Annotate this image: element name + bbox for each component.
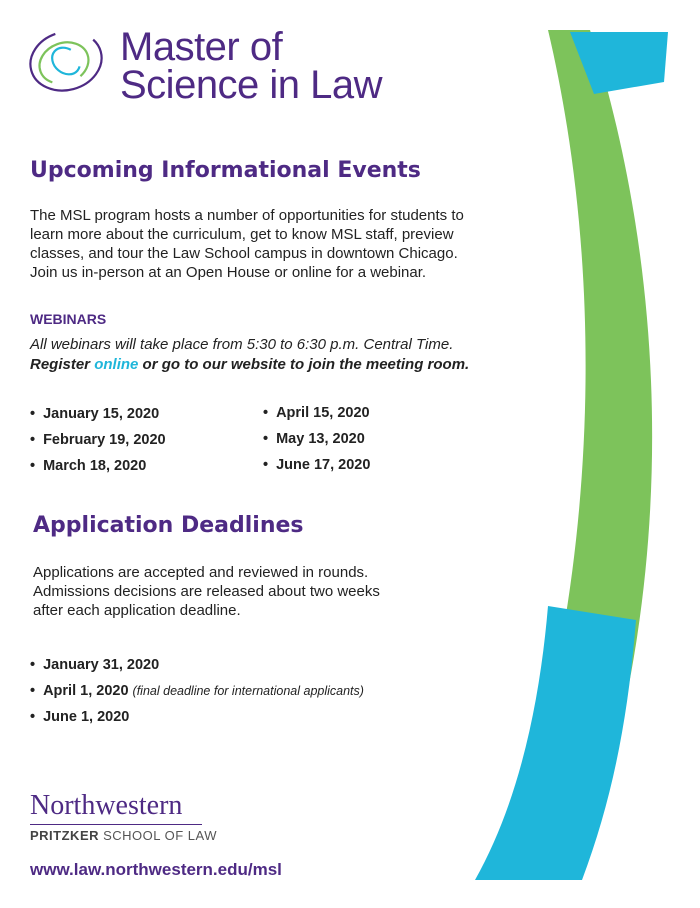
deadline-item [30, 678, 364, 704]
program-title [120, 25, 383, 107]
deadline-note: (final deadline for international applicants) [132, 684, 364, 698]
deadlines-heading: Application Deadlines [33, 513, 304, 538]
website-link[interactable]: www.law.northwestern.edu/msl [30, 860, 282, 879]
deadline-date: June 1, 2020 [43, 709, 130, 725]
webinar-date: • March 18, 2020 [30, 453, 166, 479]
register-online-link[interactable]: online [94, 356, 139, 373]
deadline-item [30, 652, 364, 678]
msl-logo-icon [26, 28, 106, 94]
deadline-item [30, 704, 364, 730]
register-suffix: or go to our website to join the meeting room. [138, 356, 470, 373]
webinars-label: WEBINARS [30, 311, 107, 327]
events-intro-line: The MSL program hosts a number of opportunities for students to [30, 207, 464, 224]
events-intro-line: Join us in-person at an Open House or online for a webinar. [30, 264, 427, 281]
webinar-date: • January 15, 2020 [30, 401, 166, 427]
webinar-date: • May 13, 2020 [263, 426, 370, 452]
wordmark-divider [30, 824, 202, 825]
school-name-bold: PRITZKER [30, 828, 99, 843]
events-heading: Upcoming Informational Events [30, 158, 421, 183]
events-intro-line: learn more about the curriculum, get to know MSL staff, preview [30, 226, 454, 243]
northwestern-wordmark: Northwestern [30, 790, 183, 821]
deadline-date: April 1, 2020 [43, 683, 129, 699]
webinar-date: • June 17, 2020 [263, 452, 370, 478]
webinars-register [30, 355, 469, 374]
deadlines-intro [33, 563, 380, 620]
deadline-date: January 31, 2020 [43, 657, 160, 673]
webinar-date: • February 19, 2020 [30, 427, 166, 453]
deadlines-intro-line: Applications are accepted and reviewed in rounds. [33, 564, 369, 581]
events-intro-line: classes, and tour the Law School campus in downtown Chicago. [30, 245, 458, 262]
webinar-dates-col1 [30, 401, 166, 479]
register-prefix: Register [30, 356, 95, 373]
school-name [30, 828, 217, 843]
webinar-date: • April 15, 2020 [263, 400, 370, 426]
deadlines-intro-line: after each application deadline. [33, 602, 241, 619]
deadlines-intro-line: Admissions decisions are released about two weeks [33, 583, 380, 600]
webinar-dates-col2 [263, 400, 370, 478]
program-title-line1: Master of [120, 25, 283, 69]
program-title-line2: Science in Law [120, 63, 383, 107]
events-intro [30, 206, 464, 282]
school-name-rest: SCHOOL OF LAW [99, 828, 217, 843]
cyan-block-bottom [475, 606, 636, 880]
deadline-list [30, 652, 364, 730]
webinars-note: All webinars will take place from 5:30 to 6:30 p.m. Central Time. [30, 336, 454, 353]
